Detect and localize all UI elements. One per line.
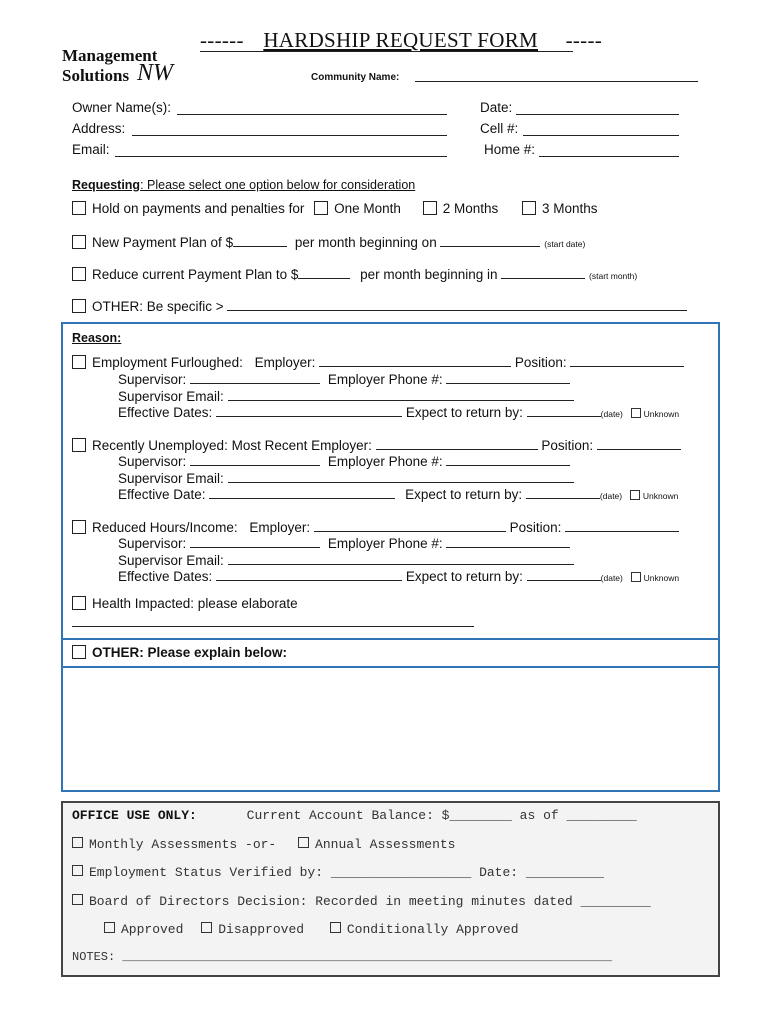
reduced-supervisor-row bbox=[118, 535, 570, 551]
furlough-expect-label: Expect to return by: bbox=[405, 405, 523, 420]
reduced-supervisor-field[interactable] bbox=[190, 535, 320, 548]
unemployed-label: Recently Unemployed: Most Recent Employer: bbox=[92, 438, 372, 453]
requesting-heading-bold: Requesting bbox=[72, 178, 141, 192]
one-month-label: One Month bbox=[334, 201, 401, 216]
reduced-employer-label: Employer: bbox=[249, 520, 311, 535]
office-heading: OFFICE USE ONLY: bbox=[72, 808, 197, 823]
annual-label: Annual Assessments bbox=[315, 837, 456, 852]
title-dashes-left: ------ bbox=[200, 28, 244, 52]
new-plan-hint: (start date) bbox=[544, 239, 586, 249]
new-plan-start-field[interactable] bbox=[440, 234, 540, 247]
reduced-expect-label: Expect to return by: bbox=[405, 569, 523, 584]
requesting-heading bbox=[72, 178, 415, 192]
office-balance-row bbox=[72, 808, 637, 823]
furlough-date-hint: (date) bbox=[600, 409, 623, 419]
reduced-email-label: Supervisor Email: bbox=[118, 553, 224, 568]
approved-checkbox[interactable] bbox=[104, 922, 115, 933]
reduced-supervisor-label: Supervisor: bbox=[118, 536, 187, 551]
email-label: Email: bbox=[72, 142, 110, 157]
two-months-checkbox[interactable] bbox=[423, 201, 437, 215]
reduced-unknown-checkbox[interactable] bbox=[631, 572, 641, 582]
unemployed-supervisor-row bbox=[118, 453, 570, 469]
furlough-email-row bbox=[118, 388, 574, 404]
date-field[interactable] bbox=[516, 100, 679, 115]
unemployed-supervisor-label: Supervisor: bbox=[118, 454, 187, 469]
unemployed-checkbox[interactable] bbox=[72, 438, 86, 452]
office-verified-row bbox=[72, 865, 604, 880]
new-plan-amount-field[interactable] bbox=[233, 234, 287, 247]
new-plan-per-month: per month beginning on bbox=[294, 235, 437, 250]
reduced-position-field[interactable] bbox=[565, 519, 679, 532]
office-board-row bbox=[72, 894, 651, 909]
other-request-field[interactable] bbox=[227, 298, 687, 311]
monthly-label: Monthly Assessments -or- bbox=[89, 837, 277, 852]
unemployed-email-row bbox=[118, 470, 574, 486]
reduced-date-hint: (date) bbox=[600, 573, 623, 583]
board-label: Board of Directors Decision: Recorded in meeting minutes dated _________ bbox=[89, 894, 651, 909]
reason-heading: Reason: bbox=[72, 331, 122, 345]
reduced-phone-label: Employer Phone #: bbox=[327, 536, 443, 551]
title-dashes-right: ----- bbox=[565, 28, 603, 52]
reduced-checkbox[interactable] bbox=[72, 520, 86, 534]
community-label: Community Name: bbox=[311, 72, 400, 83]
conditional-checkbox[interactable] bbox=[330, 922, 341, 933]
logo-mark: NW bbox=[137, 60, 173, 86]
hold-label: Hold on payments and penalties for bbox=[92, 201, 305, 216]
new-plan-label: New Payment Plan of $ bbox=[92, 235, 234, 250]
health-checkbox[interactable] bbox=[72, 596, 86, 610]
other-explain-row bbox=[72, 645, 287, 660]
annual-checkbox[interactable] bbox=[298, 837, 309, 848]
reduced-email-field[interactable] bbox=[228, 552, 574, 565]
disapproved-checkbox[interactable] bbox=[201, 922, 212, 933]
other-explain-label: OTHER: Please explain below: bbox=[92, 645, 288, 660]
three-months-checkbox[interactable] bbox=[522, 201, 536, 215]
owner-label: Owner Name(s): bbox=[72, 100, 172, 115]
approved-label: Approved bbox=[121, 922, 184, 937]
reduce-plan-amount-field[interactable] bbox=[298, 266, 350, 279]
furlough-unknown-checkbox[interactable] bbox=[631, 408, 641, 418]
reduce-plan-per-month: per month beginning in bbox=[360, 267, 498, 282]
furlough-label: Employment Furloughed: bbox=[92, 355, 243, 370]
reduce-plan-hint: (start month) bbox=[589, 271, 638, 281]
unemployed-row bbox=[72, 437, 681, 453]
form-title: HARDSHIP REQUEST FORM bbox=[263, 28, 539, 52]
reduced-label: Reduced Hours/Income: bbox=[92, 520, 238, 535]
reduced-employer-field[interactable] bbox=[314, 519, 506, 532]
office-assessments-row bbox=[72, 837, 455, 852]
one-month-checkbox[interactable] bbox=[314, 201, 328, 215]
furlough-supervisor-label: Supervisor: bbox=[118, 372, 187, 387]
furlough-employer-field[interactable] bbox=[319, 354, 511, 367]
unemployed-position-label: Position: bbox=[541, 438, 594, 453]
furlough-email-label: Supervisor Email: bbox=[118, 389, 224, 404]
option-reduce-plan bbox=[72, 266, 637, 282]
reduced-dates-label: Effective Dates: bbox=[118, 569, 213, 584]
health-label: Health Impacted: please elaborate bbox=[92, 596, 298, 611]
unemployed-employer-field[interactable] bbox=[376, 437, 538, 450]
disapproved-label: Disapproved bbox=[218, 922, 305, 937]
verified-label: Employment Status Verified by: __________________ Date: __________ bbox=[89, 865, 604, 880]
cell-label: Cell #: bbox=[480, 121, 519, 136]
reduced-position-label: Position: bbox=[509, 520, 562, 535]
reduced-email-row bbox=[118, 552, 574, 568]
reduced-phone-field[interactable] bbox=[446, 535, 570, 548]
furlough-employer-label: Employer: bbox=[254, 355, 316, 370]
cell-field[interactable] bbox=[523, 121, 679, 136]
date-label: Date: bbox=[480, 100, 513, 115]
option-other bbox=[72, 298, 687, 314]
unemployed-email-field[interactable] bbox=[228, 470, 574, 483]
new-plan-checkbox[interactable] bbox=[72, 235, 86, 249]
furlough-supervisor-row bbox=[118, 371, 570, 387]
furlough-row bbox=[72, 354, 684, 370]
other-explain-checkbox[interactable] bbox=[72, 645, 86, 659]
other-request-checkbox[interactable] bbox=[72, 299, 86, 313]
furlough-expect-field[interactable] bbox=[527, 404, 601, 417]
furlough-phone-label: Employer Phone #: bbox=[327, 372, 443, 387]
office-balance: Current Account Balance: $________ as of _________ bbox=[246, 808, 637, 823]
community-field[interactable] bbox=[415, 72, 698, 82]
requesting-heading-rest: : Please select one option below for consideration bbox=[140, 178, 416, 192]
verified-checkbox[interactable] bbox=[72, 865, 83, 876]
furlough-position-label: Position: bbox=[514, 355, 567, 370]
unemployed-date-hint: (date) bbox=[599, 491, 623, 501]
board-checkbox[interactable] bbox=[72, 894, 83, 905]
reduced-row bbox=[72, 519, 679, 535]
furlough-dates-row bbox=[118, 404, 679, 420]
reduce-plan-label: Reduce current Payment Plan to $ bbox=[92, 267, 299, 282]
monthly-checkbox[interactable] bbox=[72, 837, 83, 848]
unemployed-email-label: Supervisor Email: bbox=[118, 471, 224, 486]
reduced-dates-field[interactable] bbox=[216, 568, 402, 581]
unemployed-expect-label: Expect to return by: bbox=[405, 487, 523, 502]
furlough-supervisor-field[interactable] bbox=[190, 371, 320, 384]
option-hold bbox=[72, 201, 598, 216]
address-field[interactable] bbox=[132, 121, 447, 136]
furlough-unknown-label: Unknown bbox=[643, 409, 680, 419]
home-field[interactable] bbox=[539, 142, 679, 157]
unemployed-position-field[interactable] bbox=[597, 437, 681, 450]
other-request-label: OTHER: Be specific > bbox=[92, 299, 224, 314]
two-months-label: 2 Months bbox=[442, 201, 499, 216]
reduce-plan-start-field[interactable] bbox=[501, 266, 585, 279]
furlough-checkbox[interactable] bbox=[72, 355, 86, 369]
option-new-plan bbox=[72, 234, 585, 250]
owner-field[interactable] bbox=[177, 100, 447, 115]
health-row bbox=[72, 596, 298, 611]
furlough-phone-field[interactable] bbox=[446, 371, 570, 384]
unemployed-dates-row bbox=[118, 486, 678, 502]
furlough-email-field[interactable] bbox=[228, 388, 574, 401]
email-field[interactable] bbox=[115, 142, 447, 157]
unemployed-unknown-checkbox[interactable] bbox=[630, 490, 640, 500]
health-field[interactable] bbox=[72, 614, 474, 627]
address-label: Address: bbox=[72, 121, 126, 136]
unemployed-phone-field[interactable] bbox=[446, 453, 570, 466]
unemployed-dates-label: Effective Date: bbox=[118, 487, 206, 502]
unemployed-phone-label: Employer Phone #: bbox=[327, 454, 443, 469]
unemployed-expect-field[interactable] bbox=[526, 486, 600, 499]
furlough-dates-label: Effective Dates: bbox=[118, 405, 213, 420]
reduced-unknown-label: Unknown bbox=[643, 573, 680, 583]
unemployed-dates-field[interactable] bbox=[209, 486, 395, 499]
logo-line1: Management bbox=[62, 46, 158, 65]
home-label: Home #: bbox=[484, 142, 536, 157]
reduce-plan-checkbox[interactable] bbox=[72, 267, 86, 281]
reduced-expect-field[interactable] bbox=[527, 568, 601, 581]
logo-line2: Solutions bbox=[62, 66, 130, 85]
unemployed-unknown-label: Unknown bbox=[642, 491, 679, 501]
reduced-dates-row bbox=[118, 568, 679, 584]
office-decision-row bbox=[104, 922, 519, 937]
conditional-label: Conditionally Approved bbox=[346, 922, 519, 937]
furlough-dates-field[interactable] bbox=[216, 404, 402, 417]
title-underline bbox=[200, 51, 573, 52]
hold-checkbox[interactable] bbox=[72, 201, 86, 215]
three-months-label: 3 Months bbox=[542, 201, 598, 216]
form-title-block bbox=[200, 28, 602, 53]
office-notes: NOTES: ____________________________________________________________________ bbox=[72, 950, 613, 964]
unemployed-supervisor-field[interactable] bbox=[190, 453, 320, 466]
other-explain-area[interactable] bbox=[61, 666, 720, 792]
furlough-position-field[interactable] bbox=[570, 354, 684, 367]
